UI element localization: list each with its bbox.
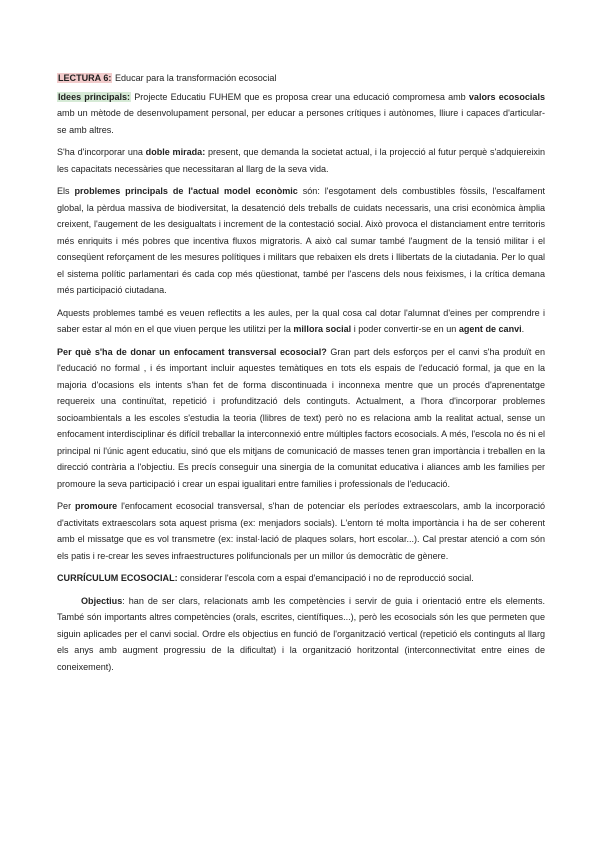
paragraph-curriculum: CURRÍCULUM ECOSOCIAL: considerar l'escola com a espai d'emancipació i no de reproducció social. <box>57 573 474 583</box>
reading-label: LECTURA 6: <box>58 73 112 83</box>
page-title <box>57 70 545 87</box>
reading-title: Educar para la transformación ecosocial <box>114 73 277 83</box>
paragraph-promote: Per promoure l'enfocament ecosocial transversal, s'han de potenciar els períodes extraescolars, amb la incorporació d'activitats extraescolars sota aquest prisma (ex: menjadors socials). L'entorn té molta importància i ha de ser coherent amb el missatge que es vol transmetre (ex: instal·lació de plaques solars, hort escolar...). Cal prestar atenció a com són els patis i re-crear les seves infraestructures polifuncionals per un millor ús democràtic de gènere. <box>57 501 545 561</box>
main-ideas-label: Idees principals: <box>58 91 131 102</box>
paragraph-classrooms: Aquests problemes també es veuen reflectits a les aules, per la qual cosa cal dotar l'alumnat d'eines per comprendre i saber estar al món en el que viuen perque les utilitzi per la millora social i poder convertir-se en un agent de canvi. <box>57 307 545 334</box>
paragraph-double-view: S'ha d'incorporar una doble mirada: present, que demanda la societat actual, i la projecció al futur perquè s'adquiereixin les capacitats necessàries que necessitaran al llarg de la seva vida. <box>57 147 545 174</box>
paragraph-main-ideas: Idees principals: Projecte Educatiu FUHEM que es proposa crear una educació compromesa amb valors ecosocials amb un mètode de desenvolupament personal, per educar a persones crítiques i autònomes, lliure i capaces d'articular-se amb altres. <box>57 91 545 135</box>
document-page <box>57 70 545 681</box>
paragraph-economic-problems: Els problemes principals de l'actual model econòmic són: l'esgotament dels combustibles fòssils, l'escalfament global, la pèrdua massiva de biodiversitat, la desatenció dels treballs de cuidats necessaris, una crisi econòmica àmplia creixent, l'augement de les desigualtats i increment de la contestació social. Això provoca el distanciament entre territoris més enriquits i més pobres que incentiva fluxos migratoris. A això cal sumar també l'augment de la tensió militar i el conseqüent reforçament de les mesures polítiques i militars que rebaixen els drets i llibertats de la ciutadania. Per lo qual el sistema polític parlamentari és cada cop més qüestionat, també per l'ascens dels nous feixismes, i la crítica demana més participació ciutadana. <box>57 186 546 295</box>
paragraph-objectives: Objectius: han de ser clars, relacionats amb les competències i servir de guia i orientació entre els elements. També són importants altres competències (orals, escrites, científiques...), però les ecosocials són les que permeten que siguin aplicades per el canvi social. Ordre els objectius en funció de l'organització vertical (repetició els continguts al llarg els anys amb augment progressiu de la dificultat) i la organització horitzontal (interconnectivitat entre eines de coneixement). <box>57 595 545 672</box>
paragraph-transversal-approach: Per què s'ha de donar un enfocament transversal ecosocial? Gran part dels esforços per el canvi s'ha produït en l'educació no formal , i és important incluir aquestes temàtiques en tots els espais de l'educació formal, ja que en la majoria d'ocasions els intents s'han fet de forma discontinuada i inconnexa mentre que un procés d'aprenentatge requereix una continuïtat, repetició i profundització dels continguts. Actualment, a l'hora d'incorporar problemes socioambientals a les escoles s'estudia la teoria (llibres de text) però no es relaciona amb la realitat actual, sense un enfocament interdisciplinar és difícil treballar la interconnexió entre múltiples factors ecosocials. A més, l'escola no és ni el principal ni l'únic agent educatiu, sinó que els mitjans de comunicació de masses tenen gran importància i treballen en la direcció contrària a l'objectiu. Es precís conseguir una sinergia de la comunitat educativa i aliances amb les families per promoure la seva participació i crear un espai igualitari entre families i professionals de l'educació. <box>57 346 545 489</box>
